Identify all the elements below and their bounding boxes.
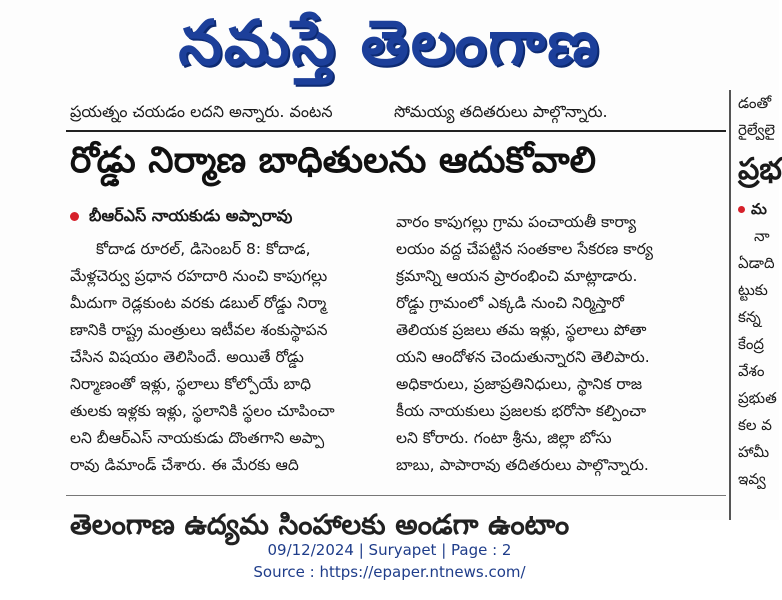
text-line: నిర్మాణంతో ఇళ్లు, స్థలాలు కోల్పోయే బాధి [70,375,312,393]
top-divider [66,130,726,132]
text-line: వారం కాపుగల్లు గ్రామ పంచాయతీ కార్యా [396,213,637,231]
side-line: ఇవ్వ [738,470,766,488]
text-line: రోడ్డు గ్రామంలో ఎక్కడి నుంచి నిర్మిస్తారో [396,294,624,312]
article-headline: రోడ్డు నిర్మాణ బాధితులను ఆదుకోవాలి [70,140,596,181]
text-line: మేళ్లచెర్వు ప్రధాన రహదారి నుంచి కాపుగల్లు [70,267,328,285]
masthead-title: నమస్తే తెలంగాణ [178,6,601,79]
side-line: కల వ [738,416,772,434]
side-line: రైల్వేలై [738,121,776,139]
side-line: ట్టుకు [738,281,768,299]
text-line: ణానికి రాష్ట్ర మంత్రులు ఇటీవల శంకుస్థాపన [70,321,328,339]
article-subhead [70,206,292,229]
text-line: యని ఆందోళన చెందుతున్నారని తెలిపారు. [396,348,650,366]
text-line: లని కోరారు. గంటా శ్రీను, జిల్లా బోసు [396,429,612,447]
bullet-dot-icon [738,206,745,213]
text-line: క్రమాన్ని ఆయన ప్రారంభించి మాట్లాడారు. [396,267,638,285]
text-line: లని బీఆర్ఎస్ నాయకుడు దొంతగాని అప్పా [70,429,325,447]
side-subhead-text: మ [751,200,767,218]
text-line: చేసిన విషయం తెలిసిందే. అయితే రోడ్డు [70,348,304,366]
side-headline: ప్రభ [738,152,782,187]
side-line: కేంద్ర [738,335,765,353]
text-line: లయం వద్ద చేపట్టిన సంతకాల సేకరణ కార్య [396,240,653,258]
side-line: ప్రభుత [738,389,777,407]
text-line: తెలియక ప్రజలు తమ ఇళ్లు, స్థలాలు పోతా [396,321,647,339]
side-line: కన్న [738,308,761,326]
text-line: తులకు ఇళ్లకు ఇళ్లు, స్థలానికి స్థలం చూపించా [70,402,335,420]
caption-date-line: 09/12/2024 | Suryapet | Page : 2 [267,541,512,559]
next-article-headline-cut: తెలంగాణ ఉద్యమ సింహాలకు అండగా ఉంటాం [70,508,570,541]
text-line: కోదాడ రూరల్, డిసెంబర్ 8: కోదాడ, [96,240,311,258]
text-line: కీయ నాయకులు ప్రజలకు భరోసా కల్పించా [396,402,647,420]
column-divider [729,90,731,520]
previous-article-line-middle: సోమయ్య తదితరులు పాల్గొన్నారు. [394,102,608,121]
text-line: అధికారులు, ప్రజాప్రతినిధులు, స్థానిక రాజ [396,375,643,393]
masthead [0,0,779,90]
previous-article-line: ప్రయత్నం చయడం లదని అన్నారు. వంటన [70,102,333,121]
subhead-text: బీఆర్ఎస్ నాయకుడు అప్పారావు [89,206,293,225]
article-right-column [396,209,726,479]
side-article-column [738,90,782,493]
side-line: నా [754,227,770,245]
side-subhead [738,196,779,223]
side-line: ఏడాది [738,254,775,272]
text-line: మీదుగా రెడ్లకుంట వరకు డబుల్ రోడ్డు నిర్మా [70,294,327,312]
article-left-column [70,236,370,479]
side-line: వేశం [738,362,765,380]
bullet-dot-icon [70,212,79,221]
side-line: డంతో [738,94,772,112]
text-line: రావు డిమాండ్ చేశారు. ఈ మేరకు ఆది [70,456,299,474]
side-line: హామీ [738,443,770,461]
bottom-divider [66,495,726,496]
caption-source-line: Source : https://epaper.ntnews.com/ [253,563,526,581]
text-line: బాబు, పాపారావు తదితరులు పాల్గొన్నారు. [396,456,649,474]
